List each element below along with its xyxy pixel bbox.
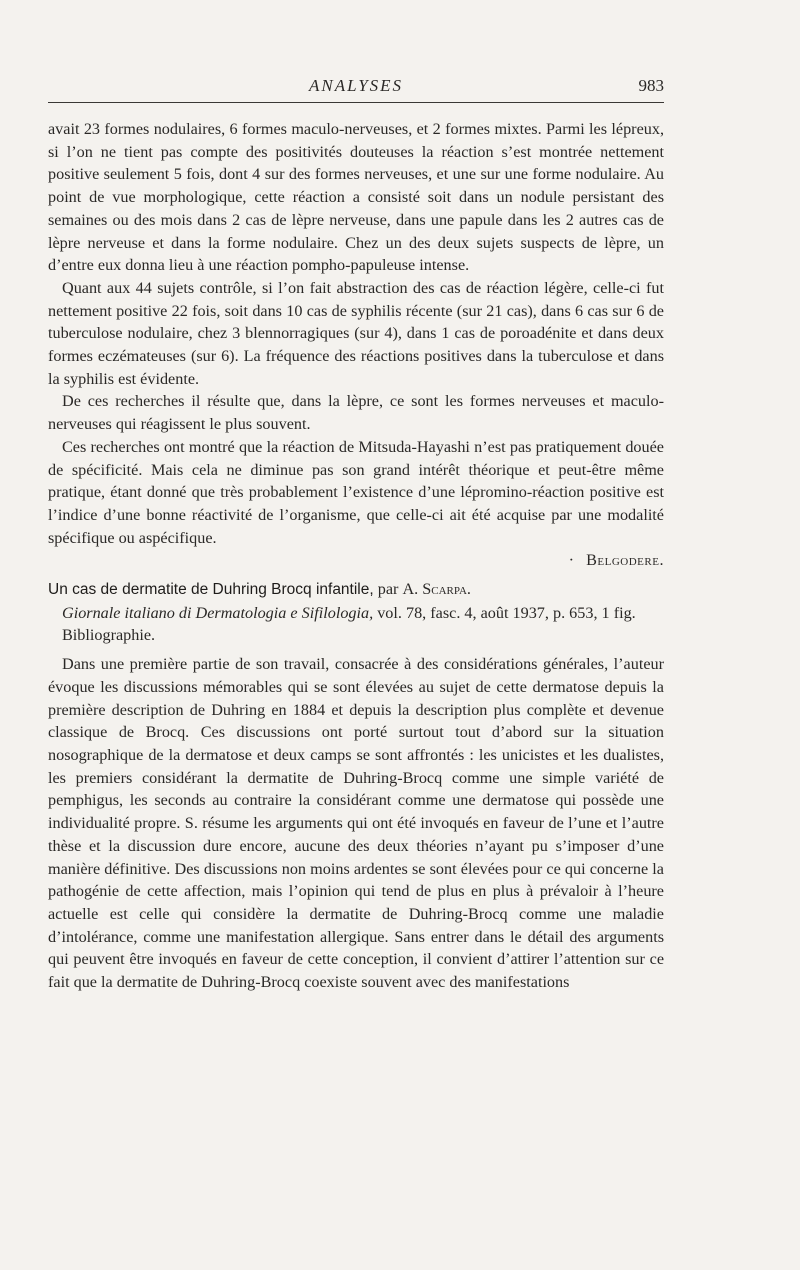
page-body (48, 118, 664, 994)
running-head (48, 76, 664, 98)
header-rule (48, 102, 664, 103)
paragraph: Ces recherches ont montré que la réaction de Mitsuda-Hayashi n’est pas pratiquement douée de spécificité. Mais cela ne diminue pas son grand intérêt théorique et peut-être même pratique, étant donné que très probablement l’existence d’une lépromino-réaction positive est l’indice d’une bonne réactivité de l’organisme, que celle-ci ait été acquise par une modalité spécifique ou aspécifique. (48, 437, 664, 547)
article-details: vol. 78, fasc. 4, août 1937, p. 653, 1 fig. Bibliographie. (62, 603, 636, 645)
article-journal: Giornale italiano di Dermatologia e Sifilologia, (62, 603, 374, 622)
article-reference (48, 602, 664, 647)
article-heading (48, 578, 664, 647)
article-author: A. Scarpa. (402, 580, 471, 599)
article-by: par (377, 580, 399, 599)
paragraph: Quant aux 44 sujets contrôle, si l’on fait abstraction des cas de réaction légère, celle-ci fut nettement positive 22 fois, soit dans 10 cas de syphilis récente (sur 21 cas), dans 6 cas sur 6 de tuberculose nodulaire, chez 3 blennorragiques (sur 4), dans 1 cas de poroadénite et dans deux formes eczémateuses (sur 6). La fréquence des réactions positives dans la tuberculose et dans la syphilis est évidente. (48, 278, 664, 388)
paragraph: avait 23 formes nodulaires, 6 formes maculo-nerveuses, et 2 formes mixtes. Parmi les lépreux, si l’on ne tient pas compte des positivités douteuses la réaction s’est montrée nettement positive seulement 5 fois, dont 4 sur des formes nerveuses, et une sur une forme nodulaire. Au point de vue morphologique, cette réaction a consisté soit dans un nodule persistant des semaines ou des mois dans 2 cas de lèpre nerveuse, dans une papule dans les 2 autres cas de lèpre nerveuse et dans la forme nodulaire. Chez un des deux sujets suspects de lèpre, un d’entre eux donna lieu à une réaction pompho-papuleuse intense. (48, 120, 664, 275)
signature (48, 549, 664, 572)
signature-mark: · (568, 551, 574, 570)
article-title: Un cas de dermatite de Duhring Brocq infantile, (48, 581, 374, 599)
running-title: ANALYSES (308, 76, 404, 95)
signature-name: Belgodere. (586, 551, 664, 570)
page-number: 983 (638, 76, 664, 95)
paragraph: De ces recherches il résulte que, dans la lèpre, ce sont les formes nerveuses et maculo-nerveuses qui réagissent le plus souvent. (48, 392, 664, 434)
paragraph: Dans une première partie de son travail, consacrée à des considérations générales, l’auteur évoque les discussions mémorables qui se sont élevées au sujet de cette dermatose depuis la première description de Duhring en 1884 et depuis la description plus complète et devenue classique de Brocq. Ces discussions ont porté surtout tout d’abord sur la situation nosographique de la dermatose et deux camps se sont affrontés : les unicistes et les dualistes, les premiers considérant la dermatite de Duhring-Brocq comme une simple variété de pemphigus, les seconds au contraire la considérant comme une dermatose qui possède une individualité propre. S. résume les arguments qui ont été invoqués en faveur de l’une et l’autre thèse et la discussion dure encore, aucune des deux théories n’ayant pu s’imposer d’une manière définitive. Des discussions non moins ardentes se sont élevées pour ce qui concerne la pathogénie de cette affection, mais l’opinion qui tend de plus en plus à prévaloir à l’heure actuelle est celle qui considère la dermatite de Duhring-Brocq comme une maladie d’intolérance, comme une manifestation allergique. Sans entrer dans le détail des arguments qui peuvent être invoqués en faveur de cette conception, il convient d’attirer l’attention sur ce fait que la dermatite de Duhring-Brocq coexiste souvent avec des manifestations (48, 655, 664, 992)
